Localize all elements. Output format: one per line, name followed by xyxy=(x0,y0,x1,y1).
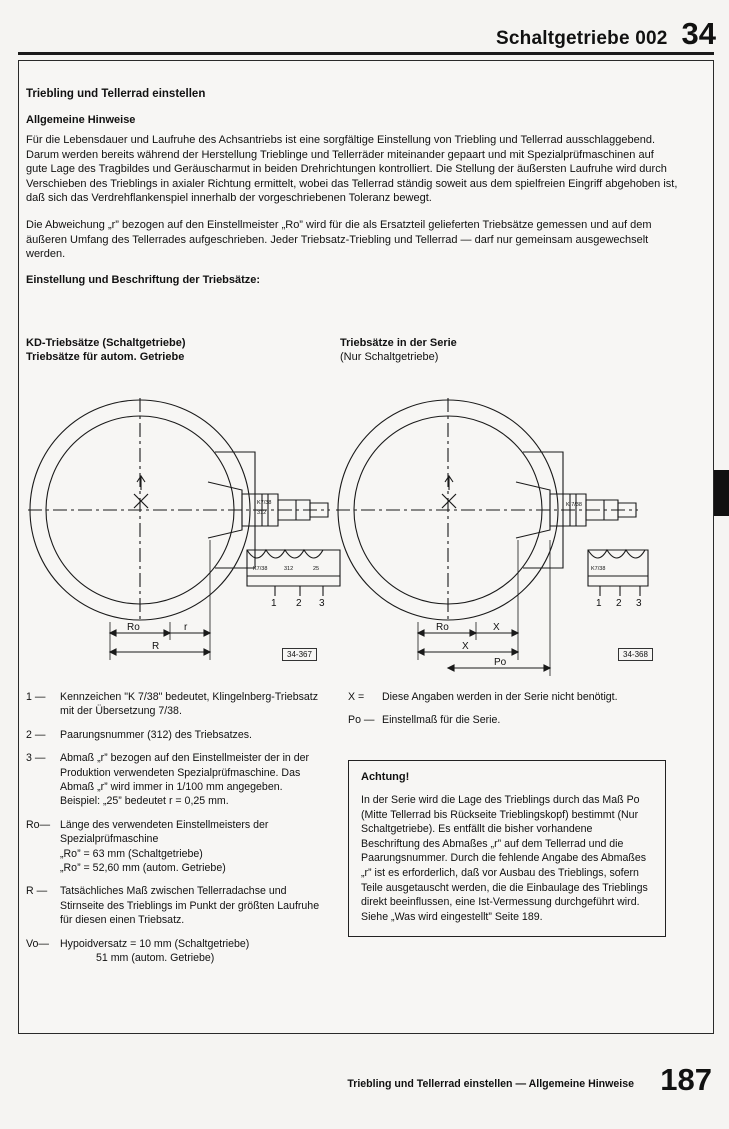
right-dim-label-x2: X xyxy=(462,641,469,652)
legend-item xyxy=(26,884,326,927)
legend-left xyxy=(26,690,326,975)
legend-item xyxy=(26,690,326,719)
right-dim-po-arrow-r xyxy=(544,665,550,671)
legend-key: Po — xyxy=(348,714,375,727)
right-dim-label-po: Po xyxy=(494,657,507,668)
legend-text: Kennzeichen "K 7/38" bedeutet, Klingelnberg-Triebsatz mit der Übersetzung 7/38. xyxy=(60,691,319,718)
figure-heading-left-line2: Triebsätze für autom. Getriebe xyxy=(26,351,185,363)
right-dim-po-arrow-l xyxy=(448,665,454,671)
right-dim-ro-arrow-r xyxy=(470,630,476,636)
right-number-3: 3 xyxy=(636,598,642,609)
warning-box xyxy=(348,760,666,937)
right-arrow-marker xyxy=(445,476,453,490)
legend-text-extra-2: „Ro” = 52,60 mm (autom. Getriebe) xyxy=(60,862,226,875)
legend-item xyxy=(26,818,326,876)
figure-caption-left: 34-367 xyxy=(282,648,317,661)
legend-text: Länge des verwendeten Einstellmeisters der Spezialprüfmaschine xyxy=(60,818,269,846)
right-number-1: 1 xyxy=(596,598,602,609)
left-number-1: 1 xyxy=(271,598,277,609)
left-dim-label-r: r xyxy=(184,622,188,633)
legend-key: 3 — xyxy=(26,752,46,765)
legend-item xyxy=(348,690,678,704)
figure-heading-left-line1: KD-Triebsätze (Schaltgetriebe) xyxy=(26,337,186,349)
legend-item xyxy=(26,937,326,966)
warning-text: In der Serie wird die Lage des Trieblings durch das Maß Po (Mitte Tellerrad bis Rückseite Trieblingskopf) bestimmt (Nur Schaltgetriebe). Es entfällt die bisher vorhandene Beschriftung des Abmaßes „r” auf dem Tellerrad und die Paarungsnummer. Durch die fehlende Angabe des Abmaßes „r” ist es erforderlich, daß vor Ausbau des Trieblings, sofern Teile ausgetauscht werden, die die Einbaulage des Trieblings direkt beeinflussen, eine Ist-Vermessung durchgeführt wird. Siehe „Was wird eingestellt” Seite 189. xyxy=(361,794,648,923)
body-text xyxy=(26,88,702,293)
left-tooth-profile xyxy=(247,550,323,558)
left-dim-R-arrow-r xyxy=(204,649,210,655)
legend-text-group xyxy=(60,937,326,966)
legend-key: R — xyxy=(26,885,48,898)
paragraph-2: Die Abweichung „r” bezogen auf den Einstellmeister „Ro” wird für die als Ersatzteil gelieferten Triebsätze gemessen und auf dem äußeren Umfang des Tellerrades aufgeschrieben. Jeder Triebsatz-Triebling und Tellerrad — darf nur gemeinsam ausgewechselt werden. xyxy=(26,218,652,261)
right-dim-ro-arrow-l xyxy=(418,630,424,636)
legend-text: Einstellmaß für die Serie. xyxy=(382,714,501,727)
warning-title: Achtung! xyxy=(361,771,410,783)
right-dim-label-x1: X xyxy=(493,622,500,633)
left-dim-ro-arrow-r xyxy=(164,630,170,636)
left-dim-r-arrow xyxy=(204,630,210,636)
right-dim-label-ro: Ro xyxy=(436,622,449,633)
figure-heading-right xyxy=(340,336,457,364)
legend-text: Paarungsnummer (312) des Triebsatzes. xyxy=(60,728,252,741)
left-dim-R-arrow-l xyxy=(110,649,116,655)
left-x-marker xyxy=(134,494,148,508)
legend-text: Tatsächliches Maß zwischen Tellerradachse und Stirnseite des Trieblings im Punkt der größten Laufruhe für diesen einen Triebsatz. xyxy=(60,885,320,927)
footer-text: Triebling und Tellerrad einstellen — Allgemeine Hinweise xyxy=(347,1078,634,1090)
left-tooth-label-3: 25 xyxy=(313,566,320,572)
technical-drawings xyxy=(10,390,710,690)
legend-item xyxy=(348,713,678,727)
legend-text: Diese Angaben werden in der Serie nicht benötigt. xyxy=(382,691,618,703)
side-tab-marker xyxy=(714,470,729,516)
left-marking-line2: 312 xyxy=(257,510,267,516)
header-chapter-number: 34 xyxy=(681,16,716,51)
left-tooth-label-2: 312 xyxy=(284,566,294,572)
subsection-heading: Allgemeine Hinweise xyxy=(26,114,136,126)
legend-key: 2 — xyxy=(26,728,46,741)
footer-page-number: 187 xyxy=(660,1062,712,1097)
right-dim-x-arrow xyxy=(512,630,518,636)
right-marking-line1: K 7/38 xyxy=(566,502,582,508)
legend-key: Ro— xyxy=(26,818,51,831)
legend-text-extra: 51 mm (autom. Getriebe) xyxy=(96,952,215,965)
left-number-3: 3 xyxy=(319,598,325,609)
left-dim-label-R: R xyxy=(152,641,160,652)
left-arrow-marker xyxy=(137,476,145,490)
left-dim-label-ro: Ro xyxy=(127,622,140,633)
legend-key: 1 — xyxy=(26,691,46,703)
left-tooth-label-1: K7/38 xyxy=(253,566,268,572)
page-footer xyxy=(18,1062,712,1114)
figure-heading-right-line2: (Nur Schaltgetriebe) xyxy=(340,351,439,363)
figure-caption-right: 34-368 xyxy=(618,648,653,661)
header-rule xyxy=(18,52,714,55)
right-number-2: 2 xyxy=(616,598,622,609)
right-x-marker xyxy=(442,494,456,508)
header-title: Schaltgetriebe 002 xyxy=(496,28,668,49)
legend-key: X = xyxy=(348,691,365,703)
figure-heading-right-line1: Triebsätze in der Serie xyxy=(340,337,457,349)
left-marking-line1: K7/38 xyxy=(257,500,272,506)
legend-text-group xyxy=(60,751,326,809)
legend-text: Hypoidversatz = 10 mm (Schaltgetriebe) xyxy=(60,937,250,950)
legend-key: Vo— xyxy=(26,937,49,950)
legend-text: Abmaß „r” bezogen auf den Einstellmeister der in der Produktion verwendeten Spezialprüfmaschine. Das Abmaß „r” wird immer in 1/100 mm angegeben. xyxy=(60,752,310,794)
left-number-2: 2 xyxy=(296,598,302,609)
paragraph-1: Für die Lebensdauer und Laufruhe des Achsantriebs ist eine sorgfältige Einstellung von Triebling und Tellerrad ausschlaggebend. Darum werden bereits während der Herstellung Trieblinge und Tellerräder miteinander gepaart und mit Spezialprüfmaschinen auf gute Lage des Tragbildes und Geräuscharmut in beiden Drehrichtungen kontrolliert. Die Stellung der äußersten Laufruhe wird durch Verschieben des Trieblings in axialer Richtung ermittelt, wobei das Tellerrad ständig soweit aus dem spielfreien Eingriff abgehoben ist, daß sich das Verdrehflankenspiel innerhalb der vorgeschriebenen Toleranz bewegt. xyxy=(26,134,678,205)
subsection-heading-2: Einstellung und Beschriftung der Triebsätze: xyxy=(26,273,261,286)
figure-heading-left xyxy=(26,336,186,364)
right-dim-x2-arrow-l xyxy=(418,649,424,655)
section-heading: Triebling und Tellerrad einstellen xyxy=(26,88,206,100)
legend-text-extra: „Ro” = 63 mm (Schaltgetriebe) xyxy=(60,847,203,860)
left-dim-ro-arrow-l xyxy=(110,630,116,636)
legend-item xyxy=(26,728,326,742)
legend-text-group xyxy=(60,818,326,876)
legend-item xyxy=(26,751,326,809)
right-tooth-label-1: K7/38 xyxy=(591,566,606,572)
figure-area xyxy=(10,390,710,690)
right-tooth-profile xyxy=(588,550,645,558)
legend-right xyxy=(348,690,678,737)
right-dim-x2-arrow-r xyxy=(512,649,518,655)
figure-headings xyxy=(26,336,702,376)
legend-text-extra: Beispiel: „25” bedeutet r = 0,25 mm. xyxy=(60,795,229,808)
